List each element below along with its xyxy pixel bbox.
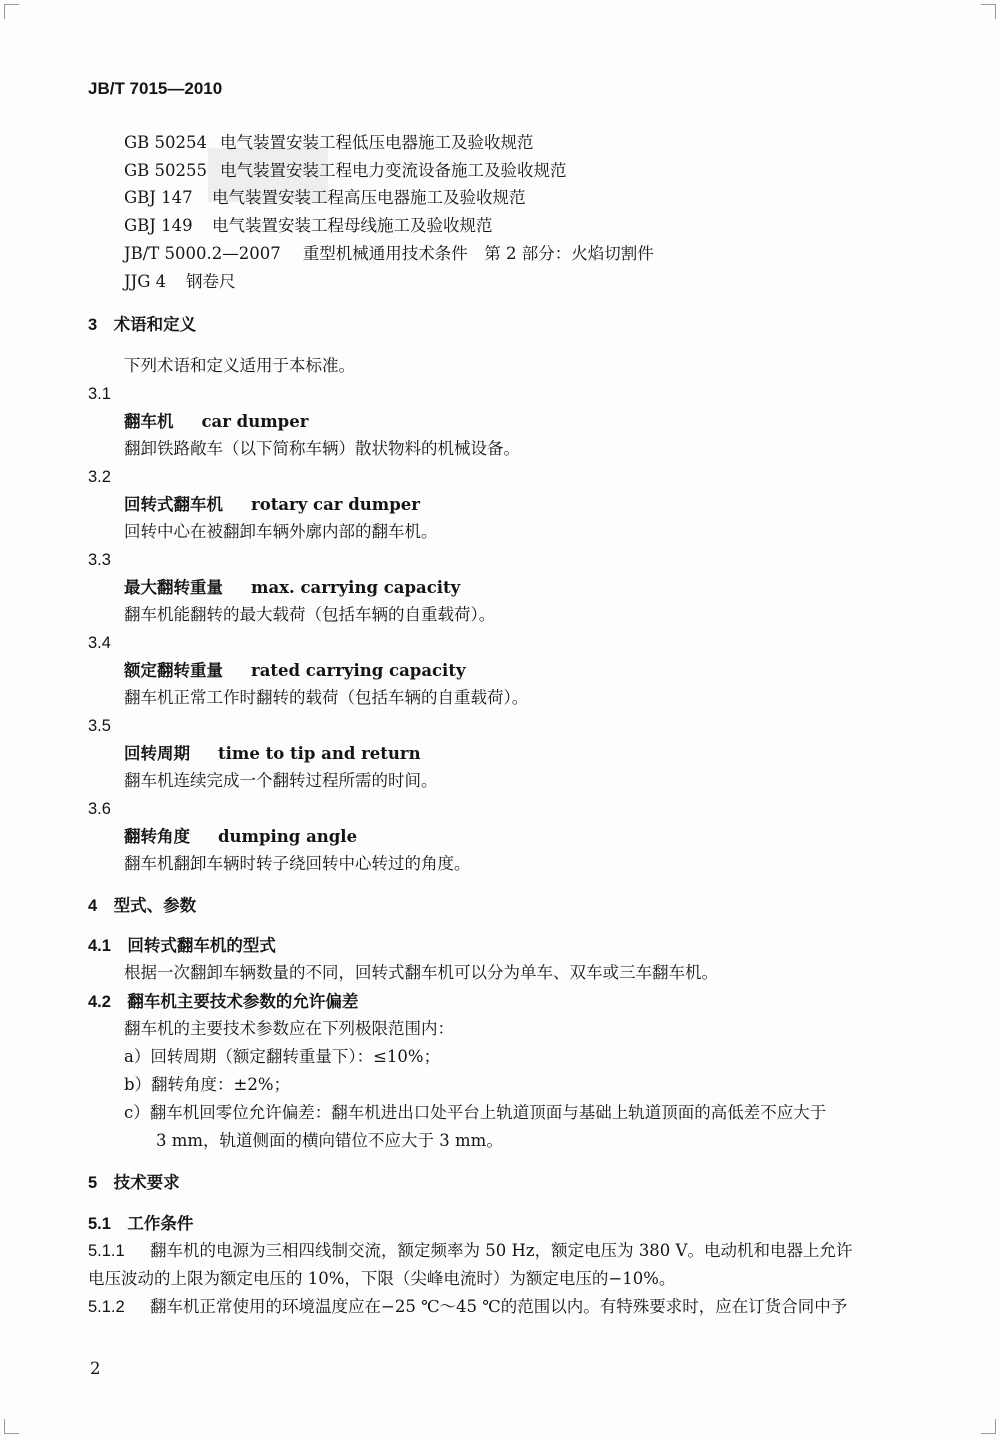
clause-number: 3.1 [88,385,111,403]
subsection-heading: 4.1 回转式翻车机的型式 [88,937,276,955]
term-zh: 回转式翻车机 [124,495,223,514]
term-en: car dumper [201,412,309,431]
term-definition: 翻车机能翻转的最大载荷（包括车辆的自重载荷）。 [124,605,496,624]
term-en: max. carrying capacity [251,578,461,597]
reference-title: 电气装置安装工程母线施工及验收规范 [212,216,493,235]
reference-code: GB 50255 [124,161,208,180]
reference-code: GBJ 149 [124,216,193,235]
list-item-continuation: 3 mm，轨道侧面的横向错位不应大于 3 mm。 [156,1131,503,1150]
section-heading: 4 型式、参数 [88,897,197,915]
clause-number: 3.5 [88,717,111,735]
clause-text: 翻车机的电源为三相四线制交流，额定频率为 50 Hz，额定电压为 380 V。电动机和电器上允许 [150,1241,853,1260]
section-heading: 5 技术要求 [88,1174,180,1192]
term-definition: 翻卸铁路敞车（以下简称车辆）散状物料的机械设备。 [124,439,520,458]
term-definition: 回转中心在被翻卸车辆外廓内部的翻车机。 [124,522,438,541]
subsection-heading: 5.1 工作条件 [88,1215,194,1233]
paragraph: 翻车机的主要技术参数应在下列极限范围内： [124,1019,454,1038]
term-en: rated carrying capacity [251,661,466,680]
clause-number: 3.3 [88,551,111,569]
reference-item [124,243,654,265]
term-definition: 翻车机翻卸车辆时转子绕回转中心转过的角度。 [124,854,471,873]
reference-item [124,160,567,182]
reference-item [124,215,493,237]
clause-number: 3.4 [88,634,111,652]
term-heading [124,660,466,682]
page-corner-mark [4,1419,19,1434]
term-zh: 最大翻转重量 [124,578,223,597]
page-corner-mark [4,4,19,19]
clause-continuation: 电压波动的上限为额定电压的 10%，下限（尖峰电流时）为额定电压的−10%。 [88,1269,676,1288]
term-en: dumping angle [218,827,358,846]
reference-title: 电气装置安装工程低压电器施工及验收规范 [220,133,534,152]
term-zh: 翻车机 [124,412,174,431]
page-corner-mark [981,1419,996,1434]
term-heading [124,494,420,516]
reference-item [124,132,534,154]
clause-number: 5.1.2 [88,1298,125,1316]
reference-code: JB/T 5000.2—2007 [124,244,281,263]
reference-code: GBJ 147 [124,188,193,207]
reference-code: GB 50254 [124,133,208,152]
paragraph: 下列术语和定义适用于本标准。 [124,356,355,375]
section-heading: 3 术语和定义 [88,316,197,334]
reference-code: JJG 4 [124,272,167,291]
clause-paragraph [88,1296,847,1318]
subsection-heading: 4.2 翻车机主要技术参数的允许偏差 [88,993,359,1011]
page-number: 2 [90,1359,101,1378]
paragraph: 根据一次翻卸车辆数量的不同，回转式翻车机可以分为单车、双车或三车翻车机。 [124,963,718,982]
term-en: rotary car dumper [251,495,420,514]
reference-item [124,271,236,293]
term-zh: 翻转角度 [124,827,190,846]
page-corner-mark [981,4,996,19]
clause-number: 3.2 [88,468,111,486]
clause-number: 5.1.1 [88,1242,125,1260]
reference-title: 电气装置安装工程高压电器施工及验收规范 [212,188,526,207]
term-zh: 回转周期 [124,744,190,763]
clause-text: 翻车机正常使用的环境温度应在−25 ℃～45 ℃的范围以内。有特殊要求时，应在订货合同中予 [150,1297,848,1316]
reference-title: 钢卷尺 [186,272,236,291]
list-item: c）翻车机回零位允许偏差：翻车机进出口处平台上轨道顶面与基础上轨道顶面的高低差不应大于 [124,1103,827,1122]
term-heading [124,411,308,433]
document-code: JB/T 7015—2010 [88,79,223,98]
clause-paragraph [88,1240,852,1262]
term-heading [124,743,421,765]
term-en: time to tip and return [218,744,421,763]
term-heading [124,826,357,848]
term-definition: 翻车机正常工作时翻转的载荷（包括车辆的自重载荷）。 [124,688,529,707]
list-item: a）回转周期（额定翻转重量下）：≤10%； [124,1047,441,1066]
list-item: b）翻转角度：±2%； [124,1075,291,1094]
reference-item [124,187,526,209]
reference-title: 电气装置安装工程电力变流设备施工及验收规范 [220,161,567,180]
term-definition: 翻车机连续完成一个翻转过程所需的时间。 [124,771,438,790]
reference-title: 重型机械通用技术条件 第 2 部分：火焰切割件 [302,244,654,263]
term-heading [124,577,460,599]
term-zh: 额定翻转重量 [124,661,223,680]
clause-number: 3.6 [88,800,111,818]
